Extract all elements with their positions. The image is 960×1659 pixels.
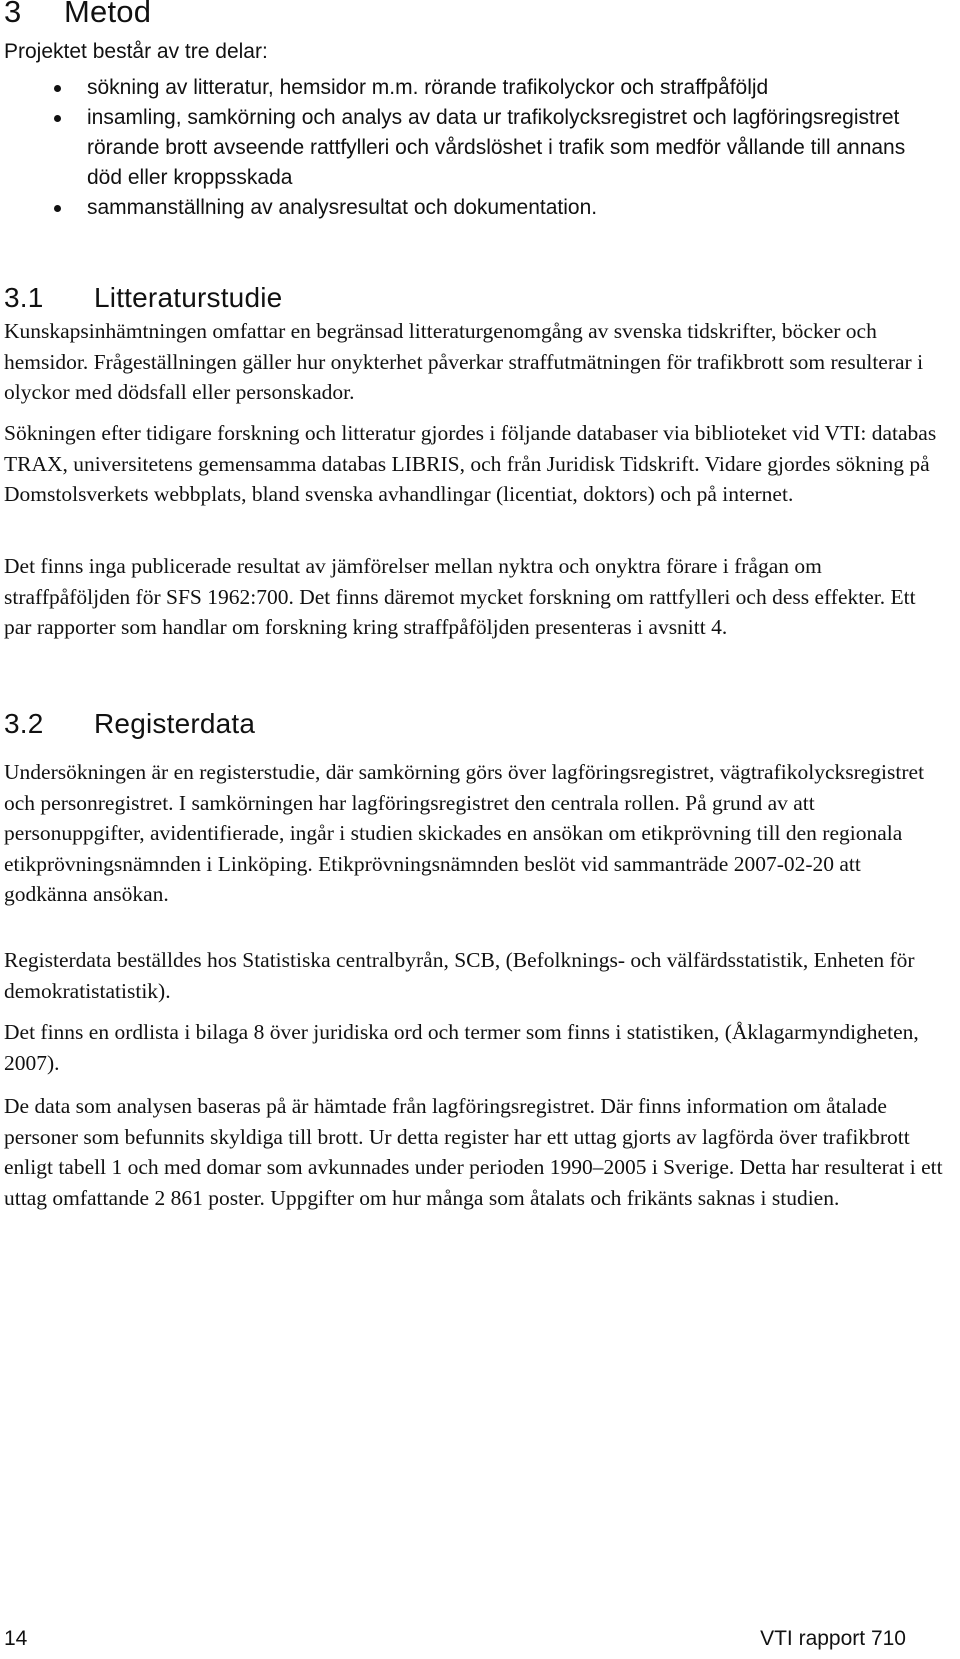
subsection-title: Litteraturstudie bbox=[94, 282, 283, 313]
report-name: VTI rapport 710 bbox=[760, 1627, 906, 1650]
bullet-icon bbox=[54, 85, 61, 92]
subsection-number: 3.1 bbox=[4, 282, 44, 313]
list-item: sökning av litteratur, hemsidor m.m. rörande trafikolyckor och straffpåföljd bbox=[4, 73, 944, 103]
bullet-list bbox=[4, 73, 944, 223]
paragraph: Det finns inga publicerade resultat av jämförelser mellan nyktra och onyktra förare i frågan om straffpåföljden för SFS 1962:700. Det finns däremot mycket forskning om rattfylleri och dess effekter. Ett par rapporter som handlar om forskning kring straffpåföljden presenteras i avsnitt 4. bbox=[4, 554, 916, 639]
paragraph: Registerdata beställdes hos Statistiska centralbyrån, SCB, (Befolknings- och välfärdsstatistik, Enheten för demokratistatistik). bbox=[4, 948, 915, 1003]
page-number: 14 bbox=[4, 1627, 28, 1650]
section-heading bbox=[4, 0, 151, 30]
bullet-icon bbox=[54, 205, 61, 212]
intro-paragraph: Projektet består av tre delar: bbox=[4, 40, 268, 63]
paragraph: Det finns en ordlista i bilaga 8 över juridiska ord och termer som finns i statistiken, (Åklagarmyndigheten, 2007). bbox=[4, 1020, 919, 1075]
paragraph: Undersökningen är en registerstudie, där samkörning görs över lagföringsregistret, vägtrafikolycksregistret och personregistret. I samkörningen har lagföringsregistret den centrala rollen. På grund av att personuppgifter, avidentifierade, ingår i studien skickades en ansökan om etikprövning till den regionala etikprövningsnämnden i Linköping. Etikprövningsnämnden beslöt vid sammanträde 2007-02-20 att godkänna ansökan. bbox=[4, 760, 925, 906]
subsection-heading-3-1 bbox=[4, 282, 282, 314]
list-item: insamling, samkörning och analys av data ur trafikolycksregistret och lagföringsregistret rörande brott avseende rattfylleri och vårdslöshet i trafik som medför vållande till annans död eller kroppsskada bbox=[4, 103, 944, 193]
paragraph: Sökningen efter tidigare forskning och litteratur gjordes i följande databaser via biblioteket vid VTI: databas TRAX, universitetens gemensamma databas LIBRIS, och från Juridisk Tidskrift. Vidare gjordes sökning på Domstolsverkets webbplats, bland svenska avhandlingar (licentiat, doktors) och på internet. bbox=[4, 421, 937, 506]
list-item: sammanställning av analysresultat och dokumentation. bbox=[4, 193, 944, 223]
paragraph: Kunskapsinhämtningen omfattar en begränsad litteraturgenomgång av svenska tidskrifter, böcker och hemsidor. Frågeställningen gäller hur onykterhet påverkar straffutmätningen för trafikbrott som resulterar i olyckor med dödsfall eller personskador. bbox=[4, 319, 924, 404]
bullet-icon bbox=[54, 115, 61, 122]
paragraph: De data som analysen baseras på är hämtade från lagföringsregistret. Där finns information om åtalade personer som befunnits skyldiga till brott. Ur detta register har ett uttag gjorts av lagförda över trafikbrott enligt tabell 1 och med domar som avkunnades under perioden 1990–2005 i Sverige. Detta har resulterat i ett uttag omfattande 2 861 poster. Uppgifter om hur många som åtalats och frikänts saknas i studien. bbox=[4, 1094, 943, 1210]
subsection-title: Registerdata bbox=[94, 708, 256, 739]
subsection-heading-3-2 bbox=[4, 708, 255, 740]
section-title: Metod bbox=[64, 0, 152, 29]
section-number: 3 bbox=[4, 0, 22, 29]
subsection-number: 3.2 bbox=[4, 708, 44, 739]
